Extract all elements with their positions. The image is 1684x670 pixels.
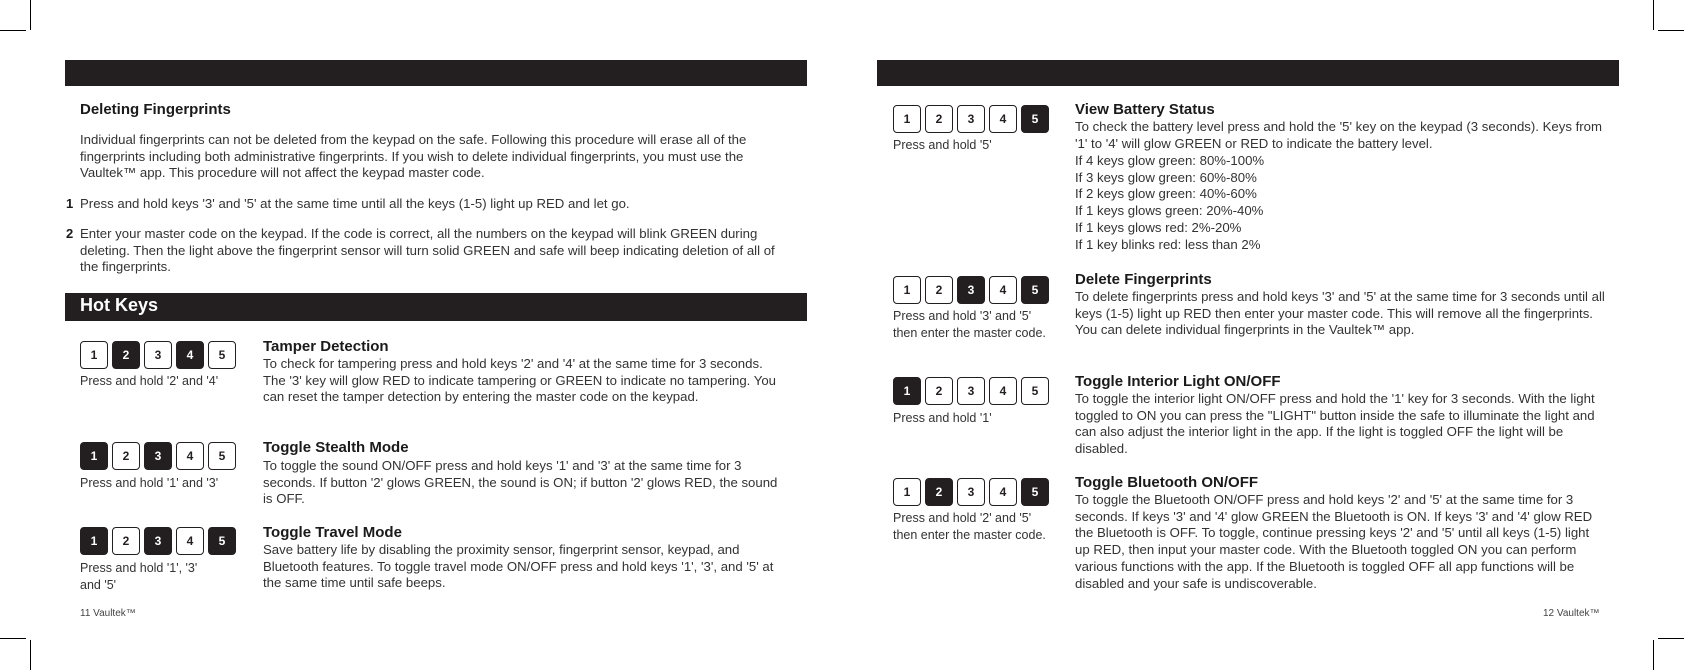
keypad-caption: Press and hold '1' and '3' [80, 476, 219, 490]
crop-mark [0, 638, 26, 639]
step-number: 2 [66, 226, 74, 241]
keypad-bluetooth [893, 478, 1049, 506]
keypad-tamper [80, 341, 236, 369]
tamper-detection-body: To check for tampering press and hold keys '2' and '4' at the same time for 3 seconds. The '3' key will glow RED to indicate tampering or GREEN to indicate no tampering. You can reset the tamper detection by entering the master code on the keypad. [263, 356, 777, 405]
keypad-key: 5 [208, 442, 236, 470]
keypad-key: 3 [144, 341, 172, 369]
crop-mark [30, 0, 31, 30]
keypad-key: 1 [893, 105, 921, 133]
keypad-key: 4 [176, 341, 204, 369]
keypad-key: 3 [144, 527, 172, 555]
delete-fingerprints-title: Delete Fingerprints [1075, 271, 1212, 288]
tamper-detection-title: Tamper Detection [263, 338, 389, 355]
keypad-key: 3 [957, 105, 985, 133]
keypad-key: 2 [112, 442, 140, 470]
deleting-title: Deleting Fingerprints [80, 101, 231, 118]
keypad-key: 2 [112, 341, 140, 369]
deleting-intro: Individual fingerprints can not be deleted from the keypad on the safe. Following this procedure will erase all of the fingerprints including both administrative fingerprints. If you wish to delete individual fingerprints, you must use the Vaultek™ app. This procedure will not affect the keypad master code. [80, 132, 747, 181]
battery-level: If 1 keys glows red: 2%-20% [1075, 219, 1242, 235]
page-footer-left: 11 Vaultek™ [80, 608, 136, 619]
keypad-battery [893, 105, 1049, 133]
keypad-key: 3 [144, 442, 172, 470]
hot-keys-heading: Hot Keys [65, 293, 807, 321]
battery-levels [1075, 153, 1264, 253]
keypad-key: 5 [208, 527, 236, 555]
keypad-key: 2 [925, 478, 953, 506]
keypad-key: 1 [893, 478, 921, 506]
keypad-key: 1 [893, 377, 921, 405]
crop-mark [1658, 638, 1684, 639]
crop-mark [1653, 640, 1654, 670]
keypad-key: 3 [957, 276, 985, 304]
keypad-key: 5 [1021, 377, 1049, 405]
page-footer-right: 12 Vaultek™ [1543, 608, 1600, 619]
keypad-key: 5 [1021, 105, 1049, 133]
travel-mode-body: Save battery life by disabling the proximity sensor, fingerprint sensor, keypad, and Bluetooth features. To toggle travel mode ON/OFF press and hold keys '1', '3', and '5' at the same time until safe beeps. [263, 542, 774, 591]
keypad-key: 4 [176, 527, 204, 555]
keypad-key: 4 [989, 478, 1017, 506]
battery-level: If 1 key blinks red: less than 2% [1075, 236, 1261, 252]
keypad-key: 2 [925, 105, 953, 133]
keypad-key: 2 [925, 377, 953, 405]
battery-status-body: To check the battery level press and hold the '5' key on the keypad (3 seconds). Keys from '1' to '4' will glow GREEN or RED to indicate the battery level. [1075, 119, 1602, 151]
crop-mark [1653, 0, 1654, 30]
keypad-key: 4 [989, 377, 1017, 405]
battery-level: If 1 keys glows green: 20%-40% [1075, 203, 1264, 219]
keypad-caption: Press and hold '2' and '4' [80, 374, 219, 388]
crop-mark [0, 30, 26, 31]
keypad-key: 4 [989, 105, 1017, 133]
interior-light-title: Toggle Interior Light ON/OFF [1075, 373, 1281, 390]
keypad-caption: Press and hold '5' [893, 138, 992, 152]
bluetooth-title: Toggle Bluetooth ON/OFF [1075, 474, 1259, 491]
keypad-key: 1 [80, 442, 108, 470]
step-text: Press and hold keys '3' and '5' at the same time until all the keys (1-5) light up RED and let go. [80, 196, 630, 211]
interior-light-body: To toggle the interior light ON/OFF press and hold the '1' key for 3 seconds. With the light toggled to ON you can press the "LIGHT" button inside the safe to illuminate the light and can also adjust the interior light in the app. If the light is toggled OFF the light will be disabled. [1075, 391, 1595, 457]
battery-level: If 4 keys glow green: 80%-100% [1075, 153, 1265, 168]
keypad-caption: Press and hold '3' and '5' then enter the master code. [893, 309, 1046, 340]
keypad-caption: Press and hold '1', '3' and '5' [80, 561, 198, 592]
step-text: Enter your master code on the keypad. If the code is correct, all the numbers on the keypad will blink GREEN during deleting. Then the light above the fingerprint sensor will turn solid GREEN and safe will beep indicating deletion of all of the fingerprints. [80, 226, 775, 275]
stealth-mode-title: Toggle Stealth Mode [263, 439, 409, 456]
keypad-key: 5 [208, 341, 236, 369]
travel-mode-title: Toggle Travel Mode [263, 524, 402, 541]
battery-level: If 2 keys glow green: 40%-60% [1075, 186, 1257, 202]
keypad-key: 2 [925, 276, 953, 304]
keypad-travel [80, 527, 236, 555]
keypad-key: 3 [957, 377, 985, 405]
battery-level: If 3 keys glow green: 60%-80% [1075, 169, 1257, 185]
keypad-key: 1 [893, 276, 921, 304]
battery-status-title: View Battery Status [1075, 101, 1215, 118]
keypad-stealth [80, 442, 236, 470]
keypad-key: 2 [112, 527, 140, 555]
keypad-interior-light [893, 377, 1049, 405]
delete-fingerprints-body: To delete fingerprints press and hold keys '3' and '5' at the same time for 3 seconds until all keys (1-5) light up RED then enter your master code. This will remove all the fingerprints. You can delete individual fingerprints in the Vaultek™ app. [1075, 289, 1605, 338]
keypad-delete-fingerprints [893, 276, 1049, 304]
keypad-caption: Press and hold '2' and '5' then enter the master code. [893, 511, 1046, 542]
crop-mark [30, 640, 31, 670]
header-bar-left [65, 60, 807, 86]
keypad-key: 1 [80, 341, 108, 369]
keypad-key: 3 [957, 478, 985, 506]
crop-mark [1658, 30, 1684, 31]
step-number: 1 [66, 196, 74, 211]
stealth-mode-body: To toggle the sound ON/OFF press and hold keys '1' and '3' at the same time for 3 seconds. If button '2' glows GREEN, the sound is ON; if button '2' glows RED, the sound is OFF. [263, 458, 778, 507]
header-bar-right [877, 60, 1619, 86]
keypad-key: 1 [80, 527, 108, 555]
keypad-caption: Press and hold '1' [893, 411, 992, 425]
keypad-key: 4 [989, 276, 1017, 304]
keypad-key: 4 [176, 442, 204, 470]
bluetooth-body: To toggle the Bluetooth ON/OFF press and hold keys '2' and '5' at the same time for 3 seconds. If keys '3' and '4' glow GREEN the Bluetooth is ON. If keys '3' and '4' glow RED the Bluetooth is OFF. To toggle, continue pressing keys '2' and '5' until all keys (1-5) light up RED, then input your master code. With the Bluetooth toggled ON you can perform various functions with the app. If the Bluetooth is toggled OFF all app functions will be disabled and your safe is undiscoverable. [1075, 492, 1593, 591]
keypad-key: 5 [1021, 478, 1049, 506]
keypad-key: 5 [1021, 276, 1049, 304]
